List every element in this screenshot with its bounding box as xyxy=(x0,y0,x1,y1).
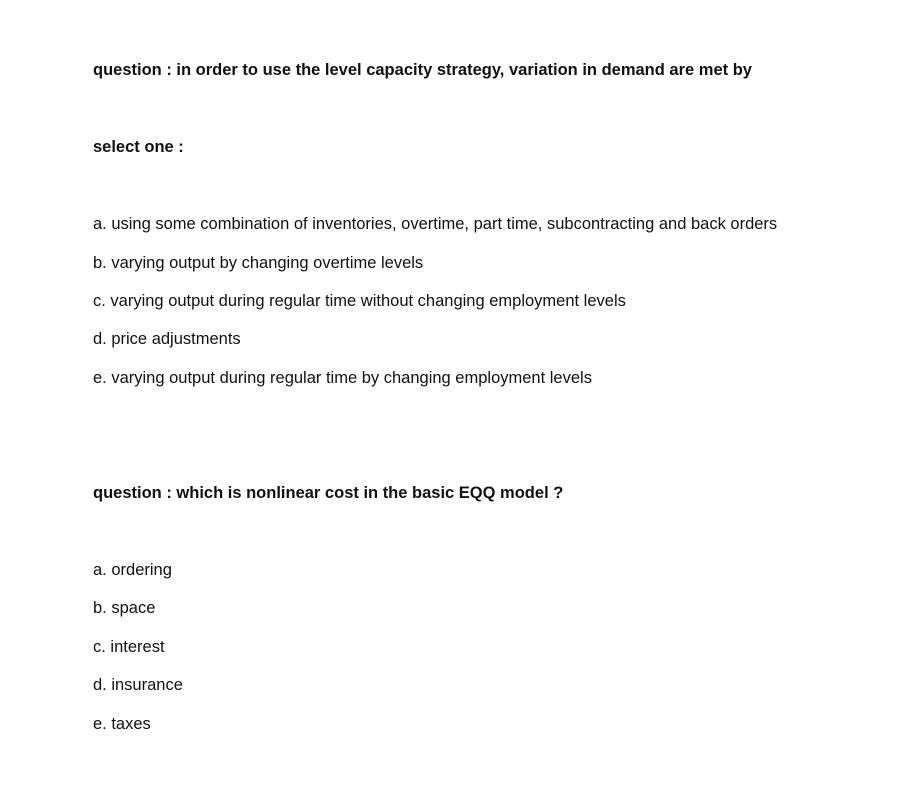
question-1-option-e: e. varying output during regular time by changing employment levels xyxy=(93,369,592,387)
question-1-instruction: select one : xyxy=(93,138,184,156)
question-2-option-b: b. space xyxy=(93,599,156,617)
question-1-prompt: question : in order to use the level capacity strategy, variation in demand are met by xyxy=(93,61,752,79)
question-2-option-e: e. taxes xyxy=(93,715,151,733)
question-2-option-a: a. ordering xyxy=(93,561,172,579)
question-2-option-c: c. interest xyxy=(93,638,165,656)
question-2-option-d: d. insurance xyxy=(93,676,183,694)
question-1-option-b: b. varying output by changing overtime levels xyxy=(93,254,424,272)
question-1-option-a: a. using some combination of inventories, overtime, part time, subcontracting and back orders xyxy=(93,215,778,233)
question-1-option-c: c. varying output during regular time without changing employment levels xyxy=(93,292,626,310)
question-2-prompt: question : which is nonlinear cost in the basic EQQ model ? xyxy=(93,484,564,502)
question-1-option-d: d. price adjustments xyxy=(93,330,241,348)
